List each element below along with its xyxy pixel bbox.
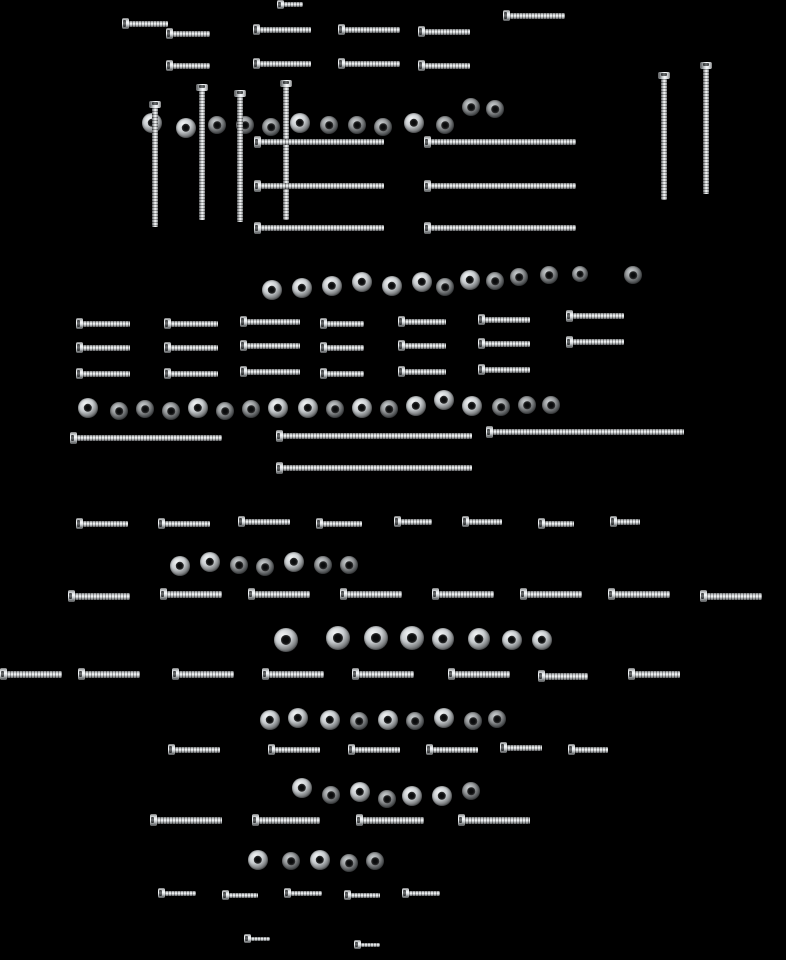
bolt-head: [244, 934, 251, 943]
bolt-shank: [251, 937, 270, 941]
bolt: [354, 940, 380, 949]
bolt-shank: [361, 943, 380, 947]
bolt: [244, 934, 270, 943]
bolt-head: [354, 940, 361, 949]
